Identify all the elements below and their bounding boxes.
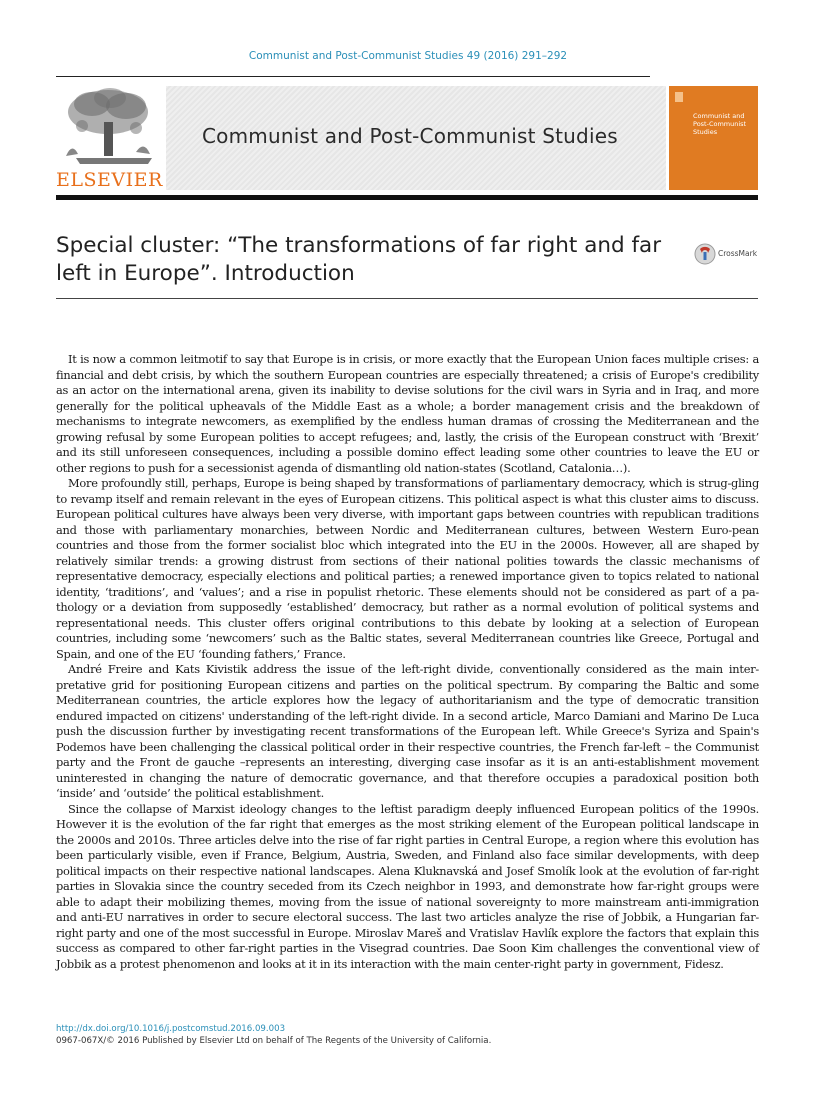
doi-link[interactable]: http://dx.doi.org/10.1016/j.postcomstud.2016.09.003 — [56, 1024, 286, 1034]
body-paragraph: André Freire and Kats Kivistik address the issue of the left-right divide, conventionally considered as the main inter-pretative grid for positioning European citizens and parties on the political spectrum. By comparing the Baltic and some Mediterranean countries, the article explores how the legacy of authoritarianism and the type of democratic transition endured impacted on citizens' understanding of the left-right divide. In a second article, Marco Damiani and Marino De Luca push the discussion further by investigating recent transformations of the European left. While Greece's Syriza and Spain's Podemos have been challenging the classical political order in their respective countries, the French far-left – the Communist party and the Front de gauche –represents an interesting, diverging case insofar as it is an anti-establishment movement uninterested in changing the nature of democratic governance, and that therefore occupies a paradoxical position both ‘inside’ and ‘outside’ the political establishment. — [56, 662, 759, 800]
article-footer — [56, 1023, 758, 1047]
journal-citation-link[interactable]: Communist and Post-Communist Studies 49 (2016) 291–292 — [248, 50, 568, 62]
elsevier-tree-icon — [56, 86, 164, 170]
journal-banner — [56, 86, 758, 190]
journal-masthead[interactable] — [166, 86, 666, 190]
header-divider — [56, 195, 758, 200]
cover-journal-name: Communist and Post-Communist Studies — [693, 112, 747, 136]
body-paragraph: More profoundly still, perhaps, Europe is being shaped by transformations of parliamentary democracy, which is strug-gling to revamp itself and remain relevant in the eyes of European citizens. This political aspect is what this cluster aims to discuss. European political cultures have always been very diverse, with important gaps between countries with republican traditions and those with parliamentary monarchies, between Nordic and Mediterranean cultures, between Western Euro-pean countries and those from the former socialist bloc which integrated into the EU in the 2000s. However, all are shaped by relatively similar trends: a growing distrust from sections of their national polities towards the classic mechanisms of representative democracy, especially elections and political parties; a renewed importance given to topics related to national identity, ‘traditions’, and ‘values’; and a rise in populist rhetoric. These elements should not be considered as part of a pa-thology or a deviation from supposedly ‘established’ democracy, but rather as a normal evolution of political systems and representational needs. This cluster offers original contributions to this debate by looking at a selection of European countries, including some ‘newcomers’ such as the Baltic states, several Mediterranean countries like Greece, Portugal and Spain, and one of the EU ‘founding fathers,’ France. — [56, 476, 759, 661]
journal-citation[interactable] — [0, 50, 816, 62]
cover-logo-icon — [675, 92, 683, 102]
journal-title: Communist and Post-Communist Studies — [202, 124, 618, 148]
body-paragraph: Since the collapse of Marxist ideology changes to the leftist paradigm deeply influenced European politics of the 1990s. However it is the evolution of the far right that emerges as the most striking element of the European political landscape in the 2000s and 2010s. Three articles delve into the rise of far right parties in Central Europe, a region where this evolution has been particularly visible, even if France, Belgium, Austria, Sweden, and Finland also face similar developments, with deep political impacts on their respective national landscapes. Alena Kluknavská and Josef Smolík look at the evolution of far-right parties in Slovakia since the country seceded from its Czech neighbor in 1993, and demonstrate how far-right groups were able to adapt their mobilizing themes, moving from the issue of national sovereignty to more mainstream anti-immigration and anti-EU narratives in order to secure electoral success. The last two articles analyze the rise of Jobbik, a Hungarian far-right party and one of the most successful in Europe. Miroslav Mareš and Vratislav Havlík explore the factors that explain this success as compared to other far-right parties in the Visegrad countries. Dae Soon Kim challenges the conventional view of Jobbik as a protest phenomenon and looks at it in its interaction with the main center-right party in government, Fidesz. — [56, 801, 759, 971]
elsevier-wordmark: ELSEVIER — [56, 169, 163, 191]
title-divider — [56, 298, 758, 299]
elsevier-logo[interactable] — [56, 86, 164, 190]
body-paragraph: It is now a common leitmotif to say that Europe is in crisis, or more exactly that the European Union faces multiple crises: a financial and debt crisis, by which the southern European countries are especially threatened; a crisis of Europe's credibility as an actor on the international arena, given its inability to devise solutions for the civil wars in Syria and in Iraq, and more generally for the political upheavals of the Middle East as a whole; a border management crisis and the breakdown of mechanisms to integrate newcomers, as exemplified by the endless human dramas of crossing the Mediterranean and the growing refusal by some European polities to accept refugees; and, lastly, the crisis of the European construct with ‘Brexit’ and its still unforeseen consequences, including a possible domino effect leading some other countries to leave the EU or other regions to push for a secessionist agenda of dismantling old nation-states (Scotland, Catalonia…). — [56, 352, 759, 475]
article-body — [56, 352, 759, 972]
copyright-notice: 0967-067X/© 2016 Published by Elsevier Ltd on behalf of The Regents of the University of California. — [56, 1036, 492, 1046]
article-title: Special cluster: “The transformations of far right and far left in Europe”. Introduction — [56, 233, 662, 286]
crossmark-icon — [694, 243, 716, 265]
top-divider — [56, 76, 650, 77]
crossmark-label: CrossMark — [718, 249, 758, 258]
journal-cover-thumbnail[interactable] — [669, 86, 758, 190]
crossmark-badge[interactable] — [694, 243, 760, 265]
